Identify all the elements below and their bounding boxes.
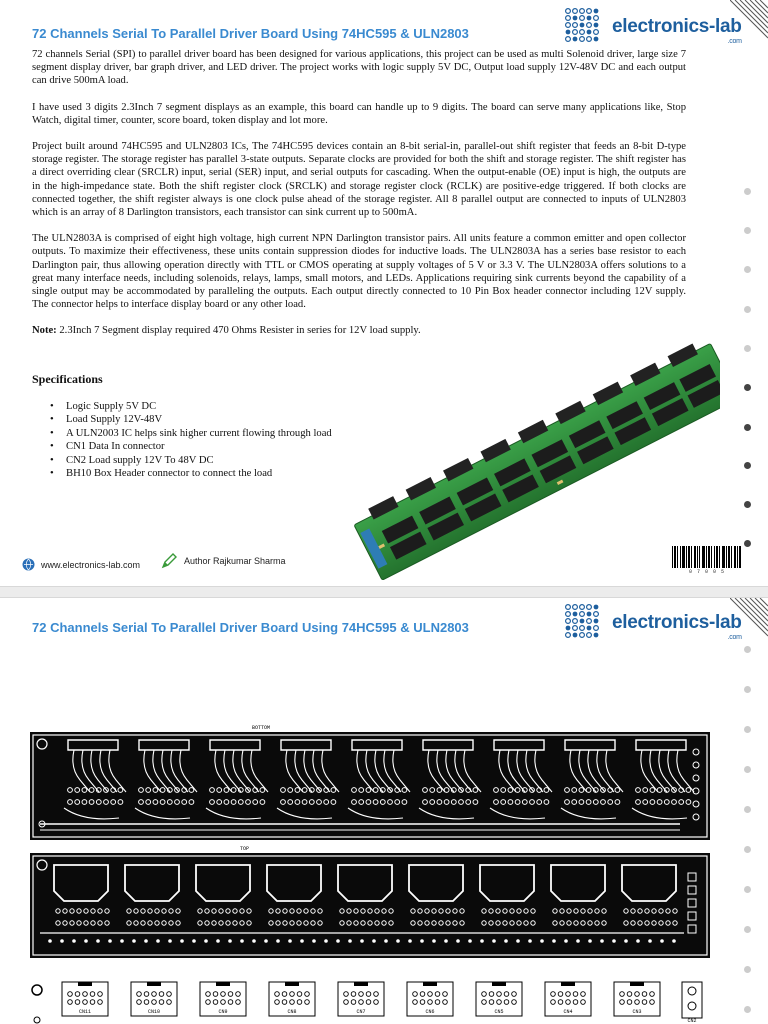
- connector-label: CN3: [632, 1009, 642, 1015]
- logo-name: electronics-lab: [612, 16, 742, 37]
- spec-item: • CN1 Data In connector: [50, 440, 332, 453]
- globe-icon: [22, 558, 35, 571]
- logo-dot-matrix-icon: [562, 602, 606, 642]
- pcb-bottom-label: BOTTOM: [252, 725, 271, 731]
- connector-label: CN8: [287, 1009, 297, 1015]
- margin-dot: [744, 966, 751, 973]
- margin-dot: [744, 462, 751, 469]
- pcb-bottom-layer: [30, 732, 710, 840]
- margin-dot: [744, 686, 751, 693]
- pcb-top-label: TOP: [240, 846, 250, 852]
- electronics-lab-logo: [562, 6, 742, 46]
- margin-dot: [744, 766, 751, 773]
- connector-label: CN9: [218, 1009, 228, 1015]
- box-header-connector: [614, 982, 660, 1016]
- footer-website-text: www.electronics-lab.com: [41, 559, 141, 570]
- pcb-silkscreen-connectors: [30, 976, 710, 1024]
- margin-dot: [744, 188, 751, 195]
- page1-margin-dots: [744, 0, 754, 586]
- paragraph-2: I have used 3 digits 2.3Inch 7 segment displays as an example, this board can handle up to 9 digits. The board can serve many applications like, Stop Watch, digital timer, counter, score board, token display and lot more.: [32, 101, 686, 126]
- footer-author-text: Author Rajkumar Sharma: [184, 556, 286, 566]
- margin-dot: [744, 501, 751, 508]
- page2-margin-dots: [744, 598, 754, 1024]
- box-header-connector: [131, 982, 177, 1016]
- logo-suffix: .com: [727, 634, 742, 641]
- paragraph-3: Project built around 74HC595 and ULN2803 ICs, The 74HC595 devices contain an 8-bit serial-in, parallel-out shift register that feeds an 8-bit D-type storage register. The storage register has parallel 3-state outputs. Separate clocks are provided for both the shift and storage register. The shift register has a direct overriding clear (SRCLR) input, serial (SER) input, and serial outputs for cascading. When the output-enable (OE) input is high, the outputs are in the high-impedance state. Both the shift register clock (SRCLK) and storage register clock (RCLK) are positive-edge triggered. If both clocks are connected together, the shift register always is one clock pulse ahead of the storage register. All 8 parallel output are connected to inputs of ULN2803 which is an array of 8 Darlington transistors, each transistor can sink current up to 500mA.: [32, 141, 686, 219]
- margin-dot: [744, 646, 751, 653]
- margin-dot: [744, 726, 751, 733]
- specifications-title: Specifications: [32, 372, 103, 386]
- margin-dot: [744, 1006, 751, 1013]
- spec-item: • Logic Supply 5V DC: [50, 400, 332, 413]
- spec-item: • Load Supply 12V-48V: [50, 413, 332, 426]
- margin-dot: [744, 886, 751, 893]
- note-label: Note:: [32, 325, 57, 337]
- spec-item: • CN2 Load supply 12V To 48V DC: [50, 454, 332, 467]
- mounting-hole: [32, 985, 42, 995]
- box-header-connector: [407, 982, 453, 1016]
- margin-dot: [744, 227, 751, 234]
- margin-dot: [744, 306, 751, 313]
- margin-dot: [744, 846, 751, 853]
- specifications-list: [50, 400, 332, 480]
- note-text: 2.3Inch 7 Segment display required 470 Ohms Resister in series for 12V load supply.: [56, 325, 421, 337]
- logo-dot-matrix-icon: [562, 6, 606, 46]
- margin-dot: [744, 540, 751, 547]
- box-header-connector: [476, 982, 522, 1016]
- pencil-icon: [160, 552, 178, 570]
- box-header-connector: [200, 982, 246, 1016]
- margin-dot: [744, 266, 751, 273]
- logo-text: [612, 16, 742, 45]
- margin-dot: [744, 384, 751, 391]
- margin-dot: [744, 926, 751, 933]
- spec-item: • A ULN2003 IC helps sink higher current flowing through load: [50, 427, 332, 440]
- connector-label: CN5: [494, 1009, 504, 1015]
- cn2-terminal: [682, 982, 702, 1024]
- footer-author: [160, 552, 286, 570]
- logo-name: electronics-lab: [612, 612, 742, 633]
- box-header-connector: [62, 982, 108, 1016]
- paragraph-1: 72 channels Serial (SPI) to parallel driver board has been designed for various applications, this project can be used as multi Solenoid driver, large size 7 segment display driver, bar graph driver, and LED driver. The project works with logic supply 5V DC, Output load supply 12V-48V DC and each output can drive 500mA load.: [32, 49, 686, 87]
- box-header-connector: [545, 982, 591, 1016]
- spec-item: • BH10 Box Header connector to connect the load: [50, 467, 332, 480]
- connector-label: CN4: [563, 1009, 573, 1015]
- box-header-connector: [269, 982, 315, 1016]
- paragraph-4: The ULN2803A is comprised of eight high voltage, high current NPN Darlington transistor pairs. All units feature a common emitter and open collector outputs. To maximize their effectiveness, these units contain suppression diodes for inductive loads. The ULN2803A has a series base resistor to each Darlington pair, thus allowing operation directly with TTL or CMOS operating at supply voltages of 5 V or 3.3 V. The ULN2803A offers solutions to a great many interface needs, including solenoids, relays, lamps, small motors, and LEDs. Applications requiring sink currents beyond the capability of a single output may be accommodated by paralleling the outputs. Each output directly connected to 10 Pin Box header connector including 12V supply. The connector helps to interface display board or any other load.: [32, 233, 686, 311]
- footer-website: [22, 558, 140, 571]
- margin-dot: [744, 345, 751, 352]
- connector-label: CN10: [147, 1009, 161, 1015]
- electronics-lab-logo-page2: [562, 602, 742, 642]
- margin-dot: [744, 424, 751, 431]
- page-separator: [0, 586, 768, 598]
- cn2-label: CN2: [687, 1018, 697, 1024]
- body-text: [32, 48, 686, 351]
- box-header-connector: [338, 982, 384, 1016]
- document-title: 72 Channels Serial To Parallel Driver Board Using 74HC595 & ULN2803: [32, 26, 469, 41]
- pcb-top-layer: [30, 853, 710, 958]
- logo-text: [612, 612, 742, 641]
- connector-label: CN11: [78, 1009, 92, 1015]
- mounting-hole: [34, 1017, 40, 1023]
- connector-label: CN7: [356, 1009, 366, 1015]
- board-photo: [348, 330, 720, 585]
- margin-dot: [744, 806, 751, 813]
- page2-title: 72 Channels Serial To Parallel Driver Board Using 74HC595 & ULN2803: [32, 620, 469, 635]
- barcode-number: 0 7 0 0 5: [688, 569, 725, 575]
- document-page-2: [0, 598, 768, 1024]
- logo-suffix: .com: [727, 38, 742, 45]
- connector-label: CN6: [425, 1009, 435, 1015]
